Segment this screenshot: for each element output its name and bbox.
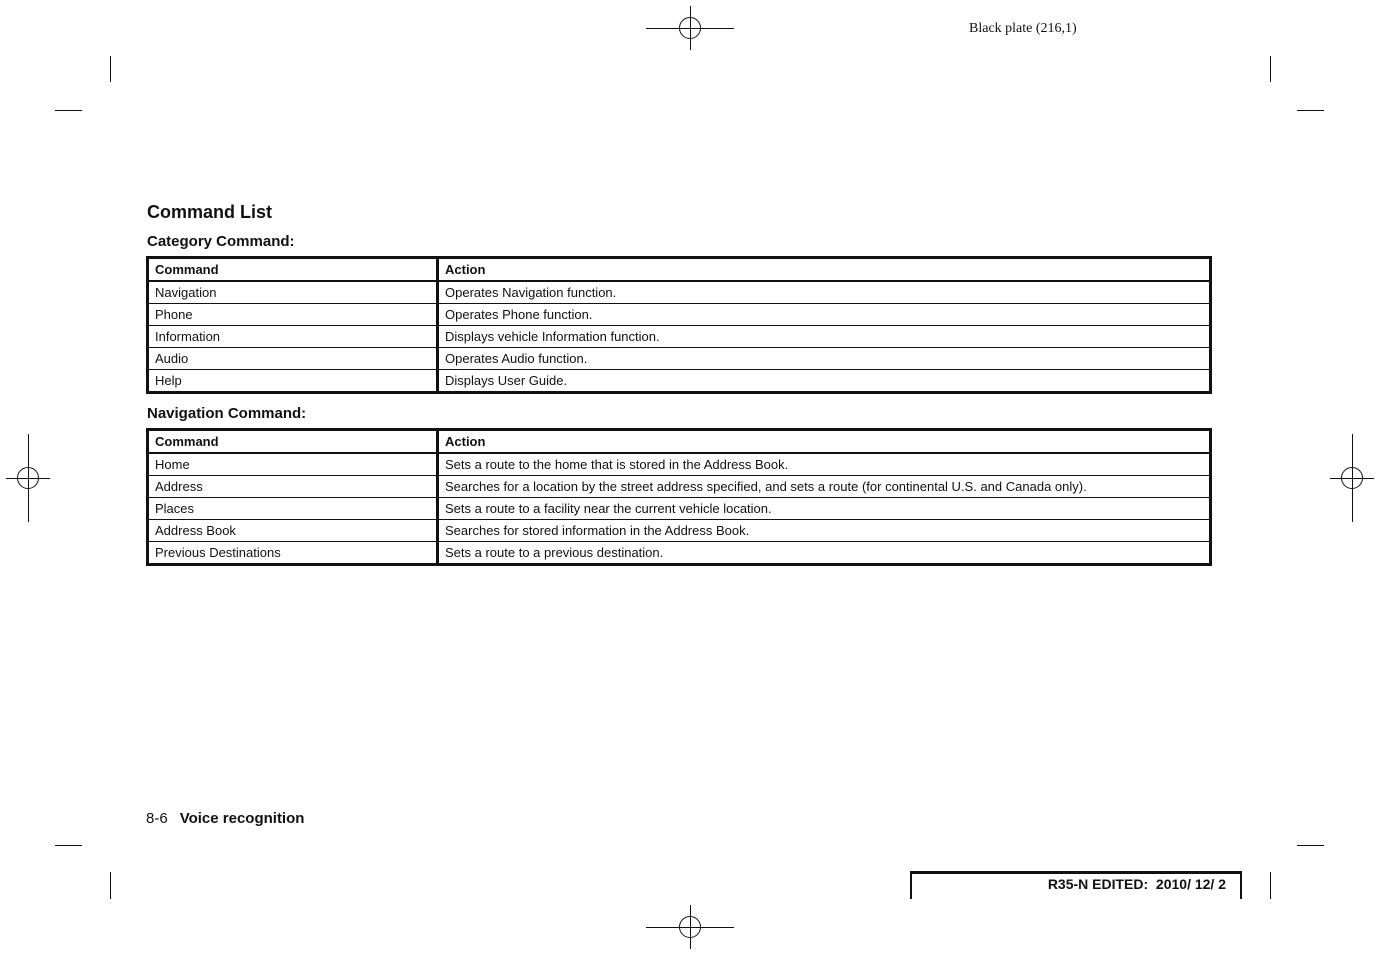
command-cell: Address xyxy=(148,476,438,498)
crop-mark xyxy=(110,56,111,82)
crop-mark xyxy=(1270,872,1271,899)
table-row xyxy=(148,326,1211,348)
table-row xyxy=(148,348,1211,370)
registration-mark-icon xyxy=(17,467,39,489)
action-cell: Displays vehicle Information function. xyxy=(438,326,1211,348)
action-cell: Displays User Guide. xyxy=(438,370,1211,393)
table-row xyxy=(148,370,1211,393)
action-cell: Searches for stored information in the Address Book. xyxy=(438,520,1211,542)
table-header-row xyxy=(148,430,1211,454)
command-cell: Navigation xyxy=(148,281,438,304)
crop-mark xyxy=(55,110,82,111)
crop-mark xyxy=(55,845,82,846)
command-cell: Places xyxy=(148,498,438,520)
crop-mark xyxy=(1297,845,1324,846)
command-cell: Address Book xyxy=(148,520,438,542)
edited-stamp-text: R35-N EDITED: 2010/ 12/ 2 xyxy=(1047,876,1226,892)
page-title: Command List xyxy=(147,202,273,222)
action-cell: Sets a route to the home that is stored in the Address Book. xyxy=(438,453,1211,476)
category-command-heading: Category Command: xyxy=(147,233,295,250)
navigation-command-table xyxy=(146,428,1212,566)
table-row xyxy=(148,453,1211,476)
plate-label: Black plate (216,1) xyxy=(969,21,1077,36)
action-cell: Operates Audio function. xyxy=(438,348,1211,370)
command-cell: Home xyxy=(148,453,438,476)
registration-mark-icon xyxy=(679,17,701,39)
crop-mark xyxy=(110,872,111,899)
registration-mark-icon xyxy=(679,916,701,938)
command-cell: Audio xyxy=(148,348,438,370)
navigation-command-heading: Navigation Command: xyxy=(147,405,307,422)
action-cell: Sets a route to a previous destination. xyxy=(438,542,1211,565)
page-footer xyxy=(146,810,304,827)
table-row xyxy=(148,520,1211,542)
column-header-action: Action xyxy=(438,430,1211,454)
registration-mark-icon xyxy=(1341,467,1363,489)
column-header-command: Command xyxy=(148,430,438,454)
command-cell: Information xyxy=(148,326,438,348)
footer-section-name: Voice recognition xyxy=(179,810,305,827)
command-cell: Phone xyxy=(148,304,438,326)
table-row xyxy=(148,542,1211,565)
crop-mark xyxy=(1270,56,1271,82)
table-header-row xyxy=(148,258,1211,282)
category-command-table xyxy=(146,256,1212,394)
column-header-action: Action xyxy=(438,258,1211,282)
command-cell: Help xyxy=(148,370,438,393)
table-row xyxy=(148,281,1211,304)
table-row xyxy=(148,304,1211,326)
action-cell: Searches for a location by the street address specified, and sets a route (for continental U.S. and Canada only). xyxy=(438,476,1211,498)
action-cell: Operates Navigation function. xyxy=(438,281,1211,304)
crop-mark xyxy=(1297,110,1324,111)
action-cell: Operates Phone function. xyxy=(438,304,1211,326)
command-cell: Previous Destinations xyxy=(148,542,438,565)
column-header-command: Command xyxy=(148,258,438,282)
edited-stamp xyxy=(910,871,1242,899)
action-cell: Sets a route to a facility near the current vehicle location. xyxy=(438,498,1211,520)
table-row xyxy=(148,498,1211,520)
page-number: 8-6 xyxy=(146,810,168,827)
table-row xyxy=(148,476,1211,498)
